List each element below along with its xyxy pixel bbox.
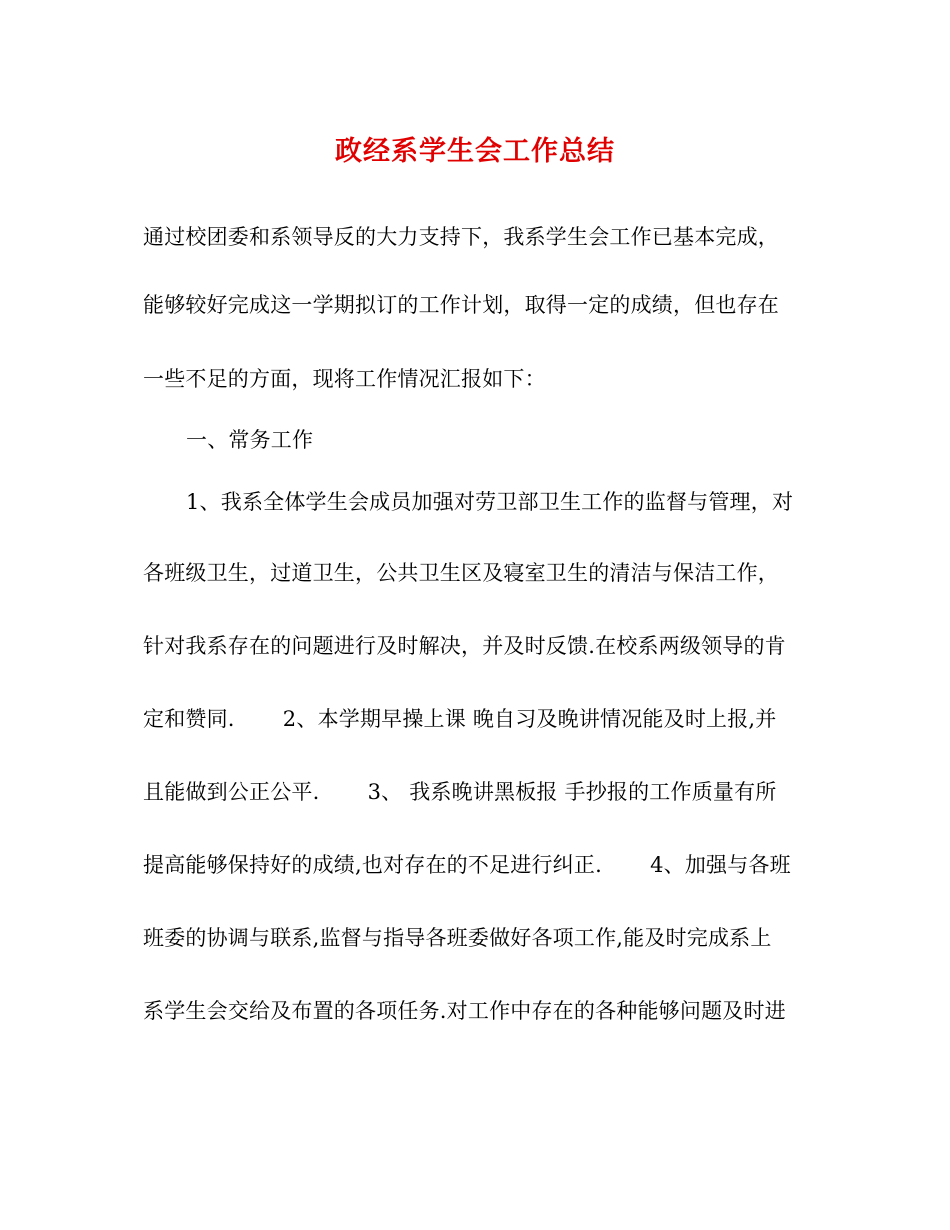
document-title: 政经系学生会工作总结 [335,136,615,167]
paragraph-line-9: 且能做到公正公平. 3、 我系晚讲黑板报 手抄报的工作质量有所 [143,780,777,804]
paragraph-line-6: 各班级卫生，过道卫生，公共卫生区及寝室卫生的清洁与保洁工作， [143,561,779,585]
paragraph-line-7: 针对我系存在的问题进行及时解决，并及时反馈.在校系两级领导的肯 [143,634,786,658]
paragraph-line-11: 班委的协调与联系,监督与指导各班委做好各项工作,能及时完成系上 [143,926,772,950]
paragraph-line-1: 通过校团委和系领导反的大力支持下，我系学生会工作已基本完成， [143,225,779,249]
paragraph-line-5: 1、我系全体学生会成员加强对劳卫部卫生工作的监督与管理，对 [186,490,794,514]
paragraph-line-10: 提高能够保持好的成绩,也对存在的不足进行纠正. 4、加强与各班 [143,853,791,877]
paragraph-line-12: 系学生会交给及布置的各项任务.对工作中存在的各种能够问题及时进 [143,999,786,1023]
paragraph-line-2: 能够较好完成这一学期拟订的工作计划，取得一定的成绩，但也存在 [143,293,779,317]
section-heading-routine-work: 一、常务工作 [186,428,314,452]
paragraph-line-8: 定和赞同. 2、本学期早操上课 晚自习及晚讲情况能及时上报,并 [143,707,777,731]
paragraph-line-3: 一些不足的方面，现将工作情况汇报如下： [143,367,546,391]
